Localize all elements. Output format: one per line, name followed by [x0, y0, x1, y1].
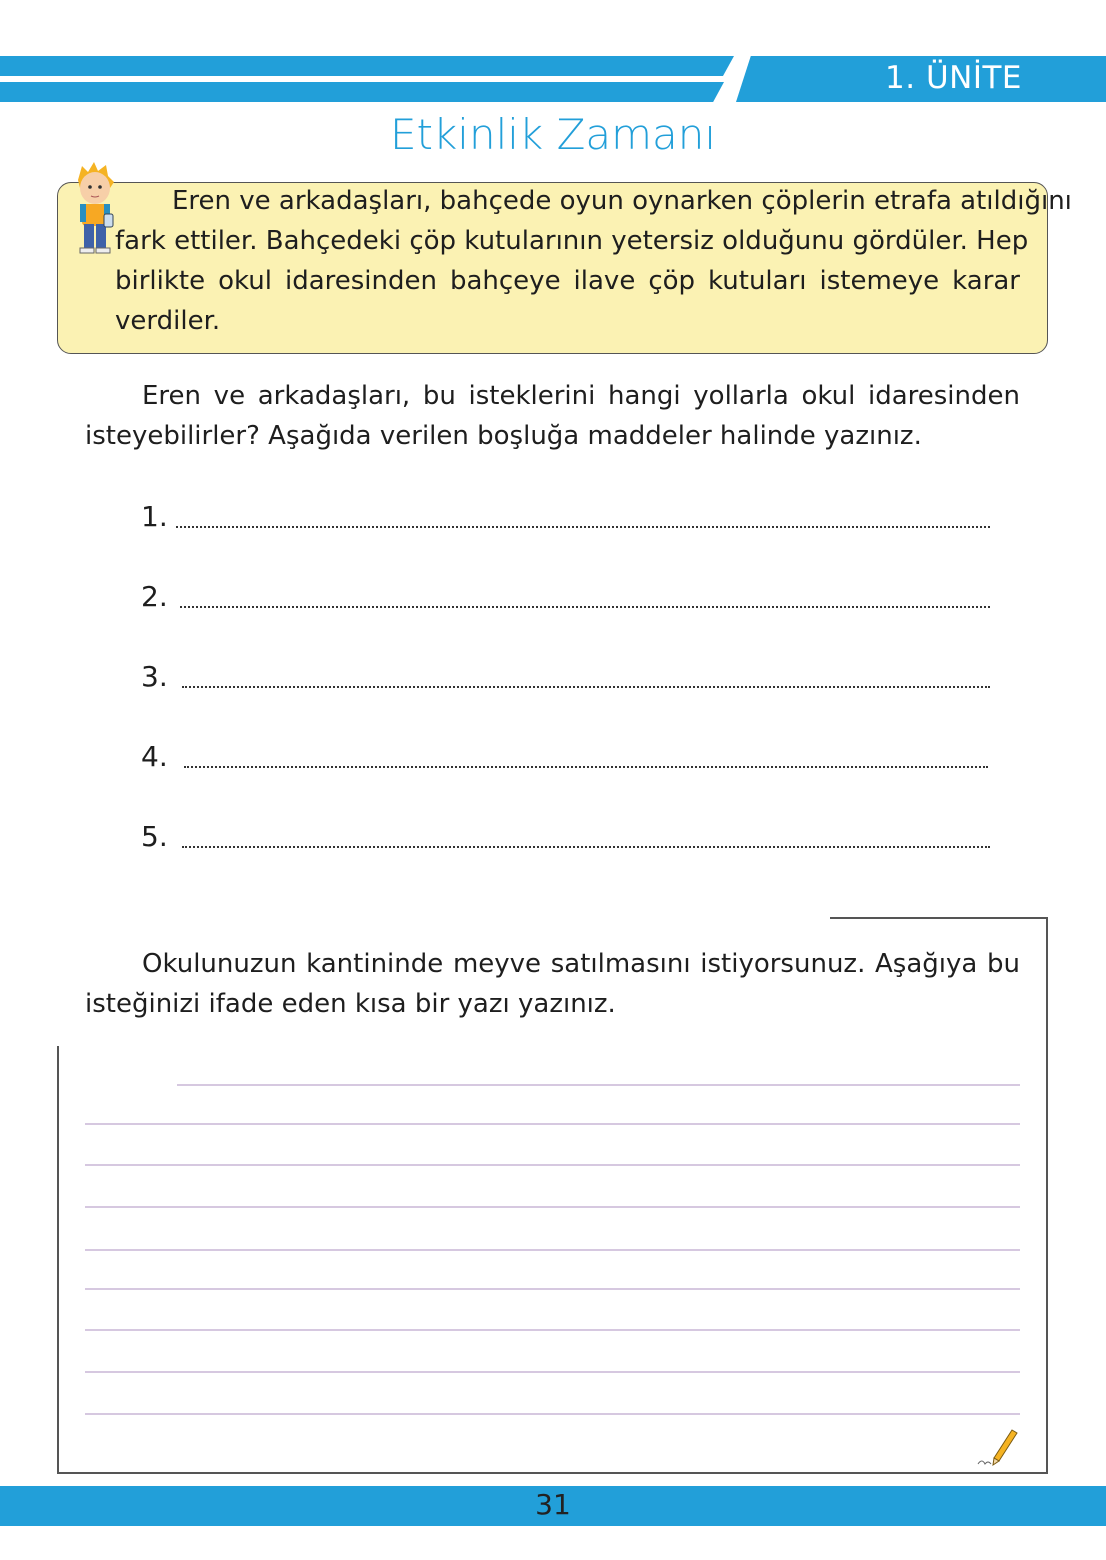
writing-line[interactable]	[85, 1164, 1020, 1166]
item-number: 2.	[141, 580, 168, 613]
item-number: 5.	[141, 820, 168, 853]
story-line: verdiler.	[115, 306, 221, 336]
answer-line-2[interactable]	[180, 606, 990, 608]
frame-top-border	[830, 917, 1048, 919]
question1-line: Eren ve arkadaşları, bu isteklerini hangi yollarla okul idaresinden	[142, 381, 1020, 411]
answer-line-5[interactable]	[182, 846, 990, 848]
unit-label: 1. ÜNİTE	[885, 60, 1022, 96]
answer-line-1[interactable]	[176, 526, 990, 528]
writing-line[interactable]	[85, 1206, 1020, 1208]
page-number: 31	[535, 1488, 571, 1521]
item-number: 4.	[141, 740, 168, 773]
answer-line-3[interactable]	[182, 686, 990, 688]
pencil-icon	[976, 1424, 1020, 1468]
writing-line[interactable]	[85, 1249, 1020, 1251]
frame-bottom-border	[57, 1472, 1048, 1474]
header-stripe-bottom	[0, 82, 724, 102]
frame-left-border	[57, 1046, 59, 1474]
writing-line[interactable]	[85, 1413, 1020, 1415]
question2-line: Okulunuzun kantininde meyve satılmasını istiyorsunuz. Aşağıya bu	[142, 949, 1020, 979]
story-line: fark ettiler. Bahçedeki çöp kutularının yetersiz olduğunu gördüler. Hep	[115, 226, 1029, 256]
question2-line: isteğinizi ifade eden kısa bir yazı yazınız.	[85, 989, 616, 1019]
answer-line-4[interactable]	[184, 766, 988, 768]
question1-line: isteyebilirler? Aşağıda verilen boşluğa maddeler halinde yazınız.	[85, 421, 922, 451]
writing-line[interactable]	[177, 1084, 1020, 1086]
story-line: birlikte okul idaresinden bahçeye ilave çöp kutuları istemeye karar	[115, 266, 1020, 296]
header-stripe-top	[0, 56, 734, 76]
writing-line[interactable]	[85, 1329, 1020, 1331]
writing-line[interactable]	[85, 1371, 1020, 1373]
boy-character-icon	[70, 162, 120, 258]
frame-right-border	[1046, 917, 1048, 1474]
page-title: Etkinlik Zamanı	[389, 110, 717, 159]
story-line: Eren ve arkadaşları, bahçede oyun oynarken çöplerin etrafa atıldığını	[172, 186, 1072, 216]
writing-line[interactable]	[85, 1123, 1020, 1125]
item-number: 1.	[141, 500, 168, 533]
writing-line[interactable]	[85, 1288, 1020, 1290]
item-number: 3.	[141, 660, 168, 693]
